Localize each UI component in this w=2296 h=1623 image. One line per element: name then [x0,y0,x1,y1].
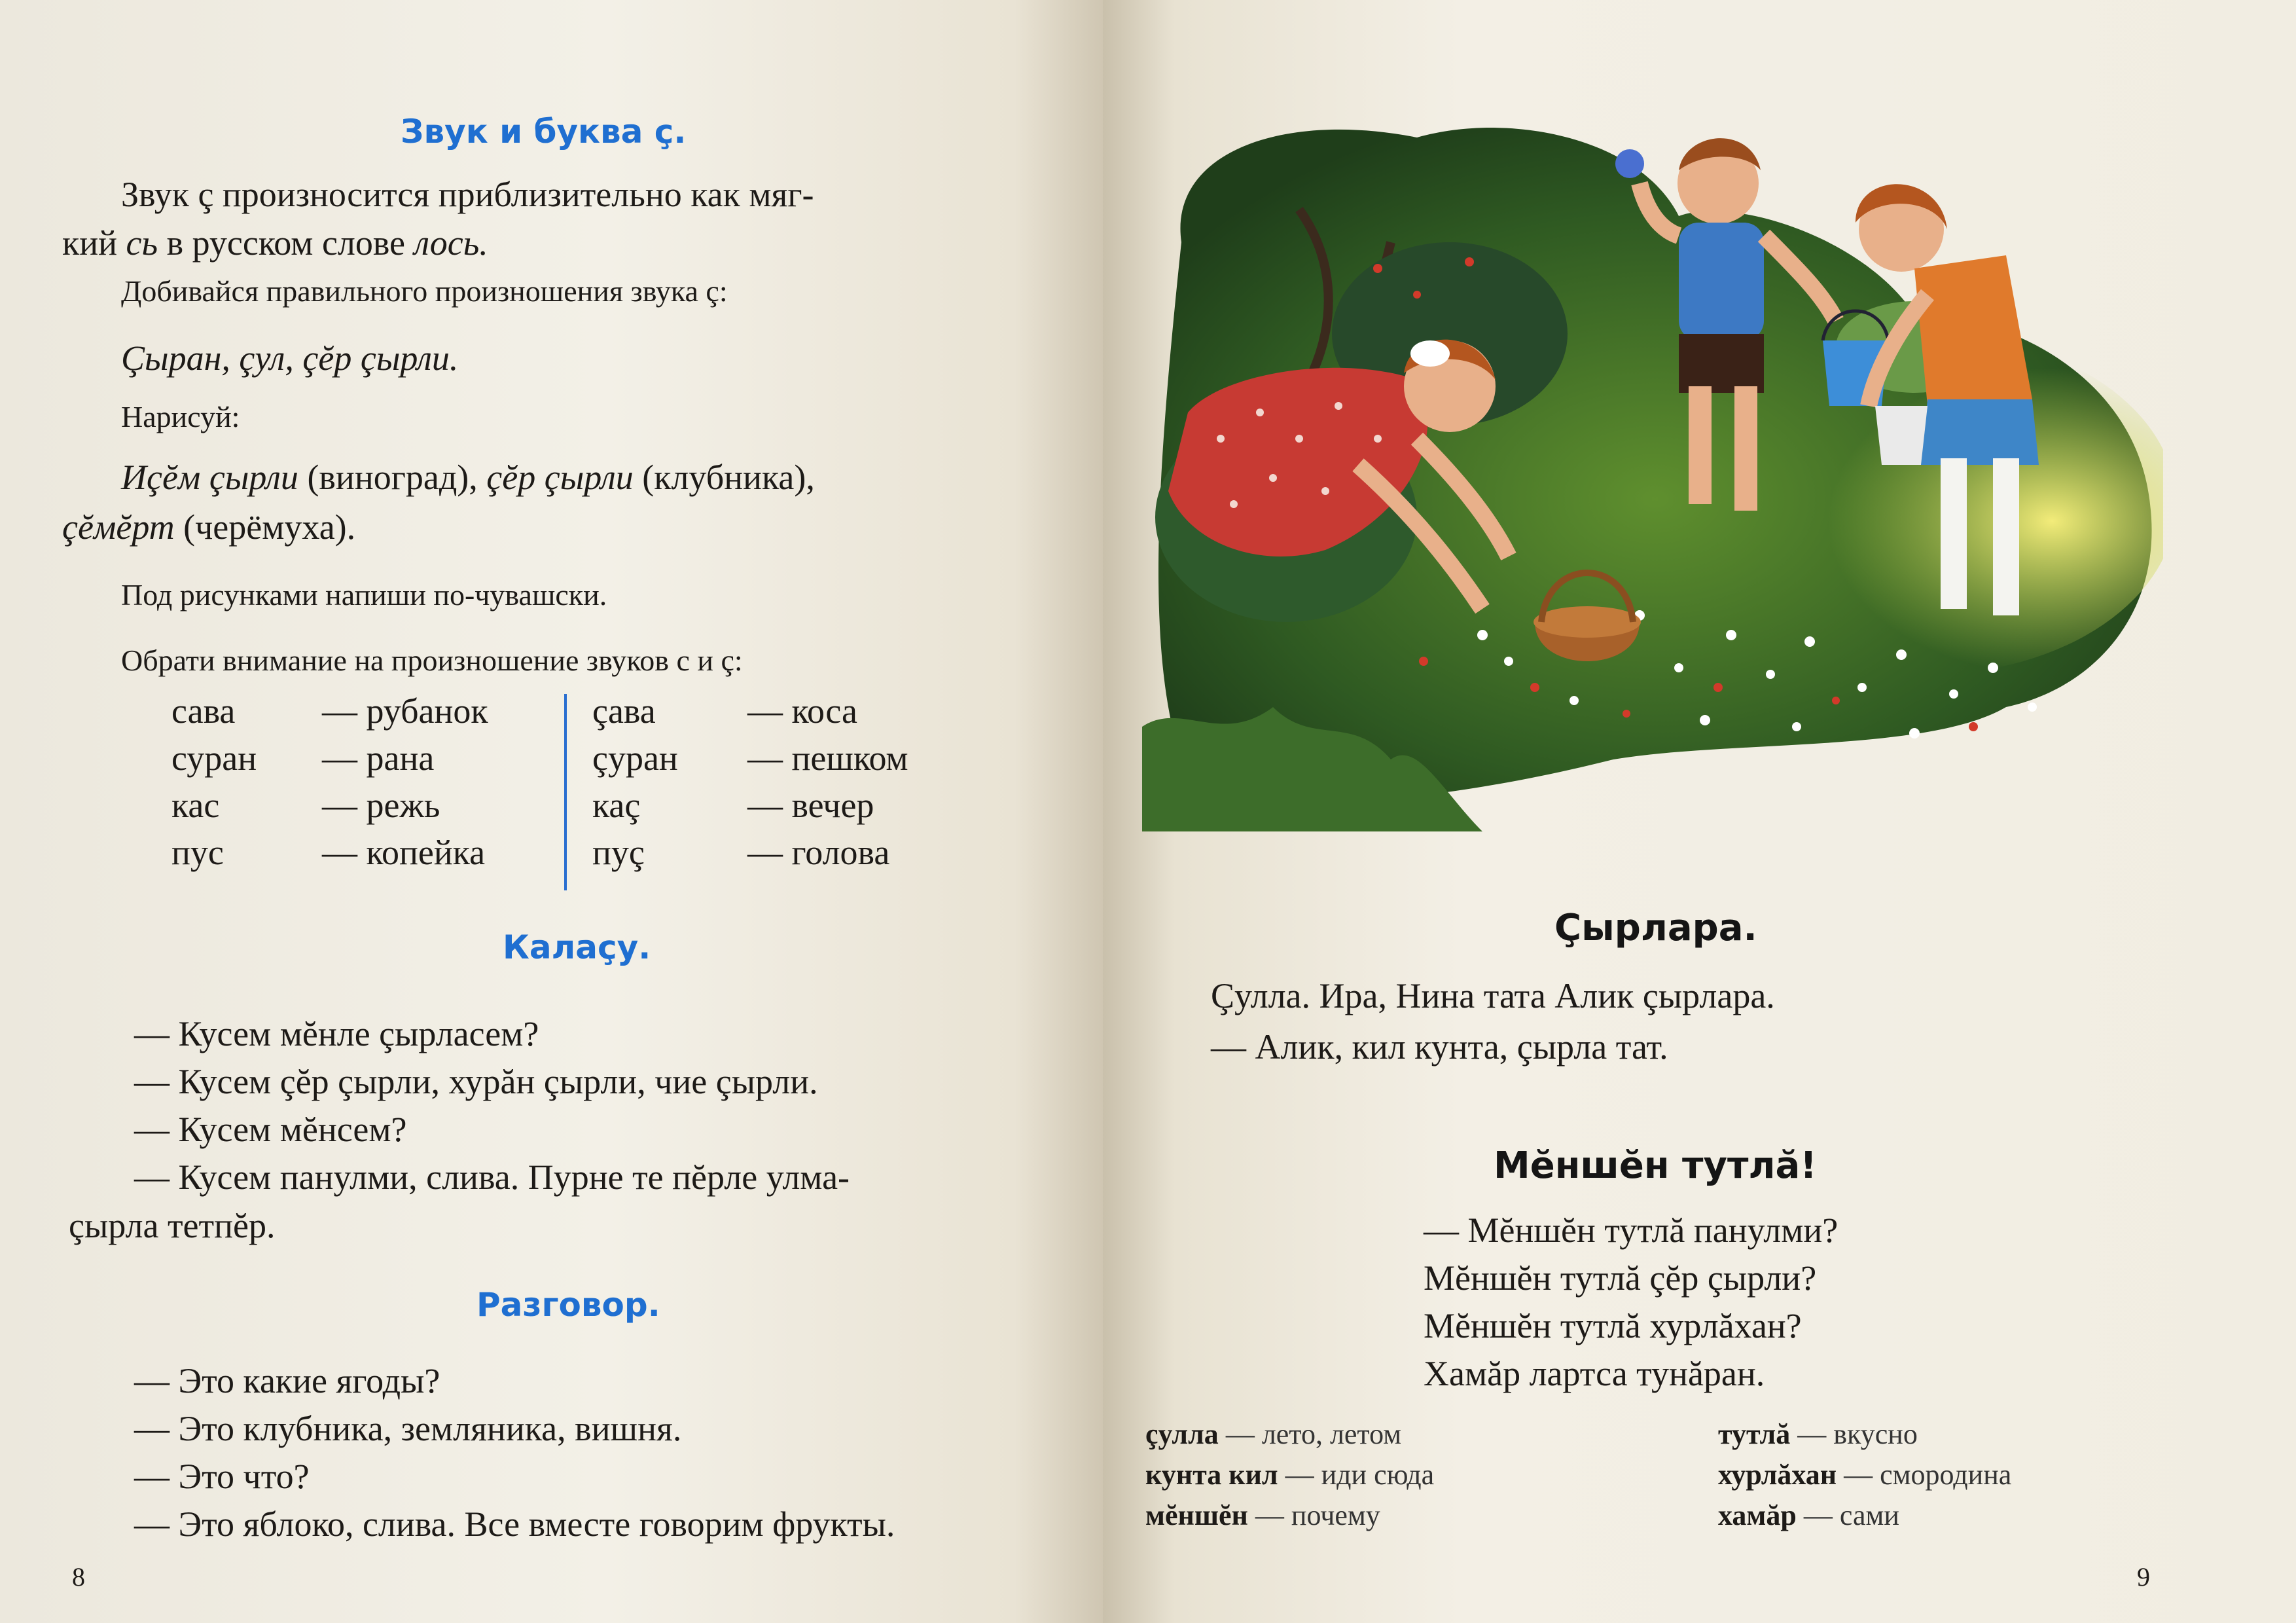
dialog-line: — Кусем мĕнле çырласем? [134,1014,539,1053]
sh-translation: — голова [747,833,890,872]
page-number-right: 9 [2137,1562,2150,1592]
draw-trans-2: (клубника), [633,458,815,497]
pronounce-examples: Çыран, çул, çĕр çырли. [121,338,459,378]
intro-text-mid: в русском слове [158,223,414,263]
sh-translation: — вечер [747,786,874,825]
intro-italic-2: лось. [414,223,488,263]
dialog-line-continued: çырла тетпĕр. [69,1206,276,1245]
poem-title: Мĕншĕн тутлă! [1494,1144,1817,1187]
s-words-column [171,687,257,876]
sh-words-column [592,687,678,876]
draw-trans-1: (виноград), [298,458,487,497]
dialog-line: — Кусем панулми, слива. Пурне те пĕрле улма- [134,1158,850,1197]
s-word: пус [171,833,224,872]
glossary-right [1718,1414,2011,1536]
glossary-entry [1145,1495,1434,1536]
sh-word: çуран [592,739,678,778]
glossary-term: тутлă [1718,1418,1791,1450]
glossary-term: çулла [1145,1418,1219,1450]
draw-word-1: Иçĕм çырли [121,458,298,497]
story-line-2: — Алик, кил кунта, çырла тат. [1211,1027,1668,1067]
draw-word-2: çĕр çырли [486,458,634,497]
sh-word: çава [592,691,656,731]
story-line-1: Çулла. Ира, Нина тата Алик çырлара. [1211,976,1775,1015]
left-page [0,0,1103,1623]
draw-word-3: çĕмĕрт [62,507,175,547]
s-word: кас [171,786,220,825]
glossary-entry [1718,1414,2011,1455]
draw-line-1 [121,453,815,501]
story-title: Çырлара. [1554,907,1757,949]
draw-trans-3: (черёмуха). [174,507,356,547]
dialog-line: — Это яблоко, слива. Все вместе говорим фрукты. [134,1504,895,1544]
dialog-line: — Кусем çĕр çырли, хурăн çырли, чие çырли. [134,1062,818,1101]
table-divider [564,694,567,890]
poem-line: — Мĕншĕн тутлă панулми? [1424,1211,1839,1250]
glossary-entry [1145,1455,1434,1495]
draw-label: Нарисуй: [121,400,240,433]
s-trans-column [322,687,488,876]
s-translation: — рубанок [322,691,488,731]
dialog-chuvash [134,1010,850,1201]
page-number-left: 8 [72,1562,85,1592]
sh-word: пуç [592,833,645,872]
sh-translation: — пешком [747,739,908,778]
glossary-gloss: — смородина [1837,1459,2012,1491]
sh-trans-column [747,687,908,876]
berry-picking-illustration [1142,98,2163,831]
dialog-line: — Это что? [134,1457,310,1496]
glossary-entry [1145,1414,1434,1455]
s-translation: — рана [322,739,435,778]
sh-word: каç [592,786,641,825]
sh-translation: — коса [747,691,857,731]
glossary-gloss: — вкусно [1790,1418,1918,1450]
dialog-line: — Это клубника, земляника, вишня. [134,1409,682,1448]
glossary-gloss: — почему [1247,1499,1380,1531]
poem-line: Мĕншĕн тутлă хурлăхан? [1424,1306,1802,1345]
glossary-term: хамăр [1718,1499,1797,1531]
s-word: сава [171,691,236,731]
poem-line: Хамăр лартса тунăран. [1424,1354,1765,1393]
pronounce-label: Добивайся правильного произношения звука ç: [121,274,728,308]
intro-line-1: Звук ç произносится приблизительно как мяг- [121,175,814,214]
glossary-gloss: — лето, летом [1218,1418,1402,1450]
draw-line-2 [62,503,355,551]
intro-text: кий [62,223,126,263]
glossary-entry [1718,1455,2011,1495]
poem-line: Мĕншĕн тутлă çĕр çырли? [1424,1258,1817,1298]
glossary-gloss: — иди сюда [1278,1459,1435,1491]
poem [1424,1207,1838,1398]
glossary-term: мĕншĕн [1145,1499,1248,1531]
intro-line-2 [62,219,488,267]
caption-instruction: Под рисунками напиши по-чувашски. [121,578,607,611]
s-word: суран [171,739,257,778]
intro-italic-1: сь [126,223,158,263]
dialog-line: — Это какие ягоды? [134,1361,440,1400]
section-title-dialog-chuvash: Калаçу. [503,928,651,966]
section-title-sound: Звук и буква ç. [401,113,687,151]
dialog-line: — Кусем мĕнсем? [134,1110,407,1149]
s-translation: — режь [322,786,440,825]
glossary-term: хурлăхан [1718,1459,1837,1491]
section-title-dialog-russian: Разговор. [476,1286,660,1324]
dialog-russian [134,1357,895,1548]
glossary-term: кунта кил [1145,1459,1278,1491]
glossary-gloss: — сами [1796,1499,1899,1531]
glossary-left [1145,1414,1434,1536]
s-translation: — копейка [322,833,486,872]
attention-label: Обрати внимание на произношение звуков с и ç: [121,644,743,677]
glossary-entry [1718,1495,2011,1536]
